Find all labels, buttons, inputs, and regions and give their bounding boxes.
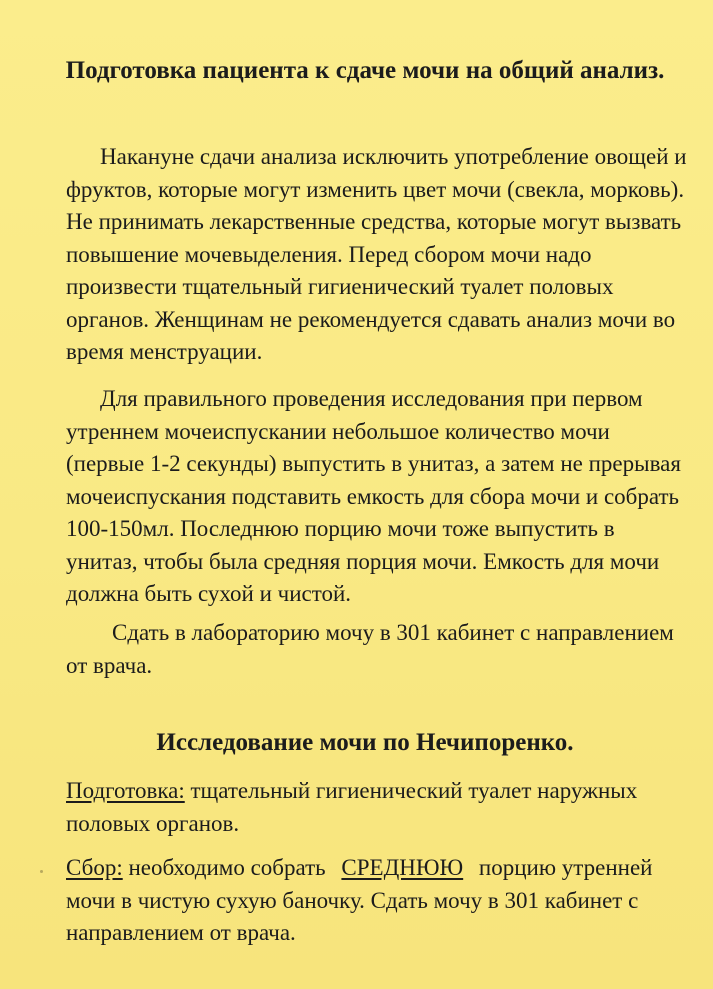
paragraph-collection-procedure: Для правильного проведения исследования при первом утреннем мочеиспускании небольшое количество мочи (первые 1-2 секунды) выпустить в унитаз, а затем не прерывая мочеиспускания подставить емкость для сбора мочи и собрать 100-150мл. Последнюю порцию мочи тоже выпустить в унитаз, чтобы была средняя порция мочи. Емкость для мочи должна быть сухой и чистой.: [66, 386, 681, 606]
paragraph-preparation-diet: Накануне сдачи анализа исключить употребление овощей и фруктов, которые могут изменить цвет мочи (свекла, морковь). Не принимать лекарственные средства, которые могут вызвать повышение мочевыделения. Перед сбором мочи надо произвести тщательный гигиенический туалет половых органов. Женщинам не рекомендуется сдавать анализ мочи во время менструации.: [66, 144, 687, 364]
paragraph-submission: Сдать в лабораторию мочу в 301 кабинет с направлением от врача.: [66, 620, 674, 678]
title-nechiporenko: Исследование мочи по Нечипоренко.: [156, 729, 574, 756]
paragraph-nechiporenko-preparation: [66, 775, 691, 840]
preparation-text: тщательный гигиенический туалет наружных половых органов.: [66, 778, 638, 836]
paragraph-nechiporenko-collection: [66, 852, 691, 950]
preparation-label: Подготовка:: [66, 778, 185, 803]
collection-emphasis-word: СРЕДНЮЮ: [341, 855, 464, 880]
collection-text-1: необходимо собрать: [122, 855, 332, 880]
collection-text-2: порцию утренней мочи в чистую сухую баночку. Сдать мочу в 301 кабинет с направлением от врача.: [66, 855, 653, 945]
title-general-analysis: Подготовка пациента к сдаче мочи на общий анализ.: [65, 57, 665, 84]
collection-label: Сбор:: [66, 855, 123, 880]
paper-speck: [40, 870, 43, 873]
